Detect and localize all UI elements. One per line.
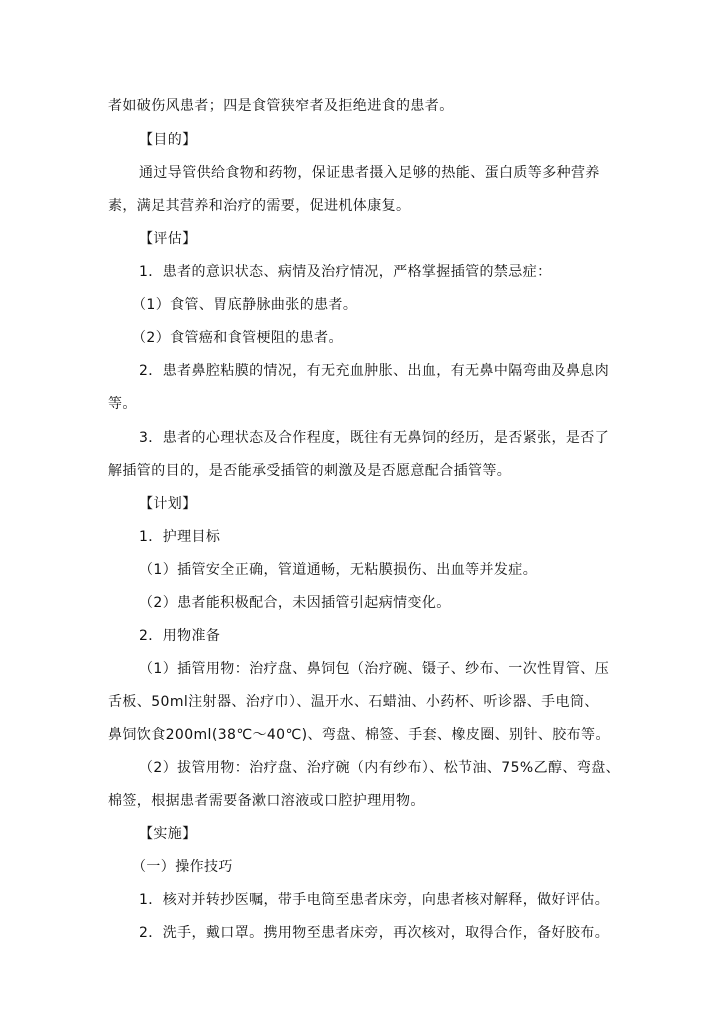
list-item: （2）食管癌和食管梗阻的患者。 (132, 330, 343, 346)
paragraph-line: 2．用物准备 (139, 628, 221, 644)
paragraph-line: 3．患者的心理状态及合作程度，既往有无鼻饲的经历，是否紧张，是否了 (139, 430, 610, 446)
list-item: （1）插管用物：治疗盘、鼻饲包（治疗碗、镊子、纱布、一次性胃管、压 (139, 661, 610, 677)
paragraph-line: 2．洗手，戴口罩。携用物至患者床旁，再次核对，取得合作，备好胶布。 (139, 925, 610, 941)
list-item: （1）插管安全正确，管道通畅，无粘膜损伤、出血等并发症。 (139, 562, 538, 578)
section-heading: 【计划】 (139, 496, 197, 512)
paragraph-line: 舌板、50ml注射器、治疗巾）、温开水、石蜡油、小药杯、听诊器、手电筒、 (108, 694, 599, 710)
paragraph-line: 鼻饲饮食200ml(38℃～40℃)、弯盘、棉签、手套、橡皮圈、别针、胶布等。 (108, 727, 610, 743)
paragraph-line: 1．护理目标 (139, 529, 221, 545)
section-heading: 【实施】 (139, 826, 197, 842)
paragraph-line: 1．患者的意识状态、病情及治疗情况，严格掌握插管的禁忌症： (139, 264, 552, 280)
paragraph-line: 通过导管供给食物和药物，保证患者摄入足够的热能、蛋白质等多种营养 (139, 165, 600, 181)
list-item: （2）拔管用物：治疗盘、治疗碗（内有纱布）、松节油、75%乙醇、弯盘、 (139, 760, 621, 776)
list-item: （2）患者能积极配合，未因插管引起病情变化。 (139, 595, 451, 611)
paragraph-line: 2．患者鼻腔粘膜的情况，有无充血肿胀、出血，有无鼻中隔弯曲及鼻息肉 (139, 363, 610, 379)
list-item: （1）食管、胃底静脉曲张的患者。 (132, 297, 358, 313)
section-heading: 【目的】 (139, 132, 197, 148)
subsection-heading: （一）操作技巧 (132, 859, 233, 875)
paragraph-line: 素，满足其营养和治疗的需要，促进机体康复。 (108, 198, 411, 214)
paragraph-line: 解插管的目的，是否能承受插管的刺激及是否愿意配合插管等。 (108, 463, 512, 479)
section-heading: 【评估】 (139, 231, 197, 247)
paragraph-line: 1．核对并转抄医嘱，带手电筒至患者床旁，向患者核对解释，做好评估。 (139, 892, 610, 908)
paragraph-line: 等。 (108, 396, 137, 412)
paragraph-line: 者如破伤风患者；四是食管狭窄者及拒绝进食的患者。 (108, 98, 454, 114)
paragraph-line: 棉签，根据患者需要备漱口溶液或口腔护理用物。 (108, 793, 425, 809)
